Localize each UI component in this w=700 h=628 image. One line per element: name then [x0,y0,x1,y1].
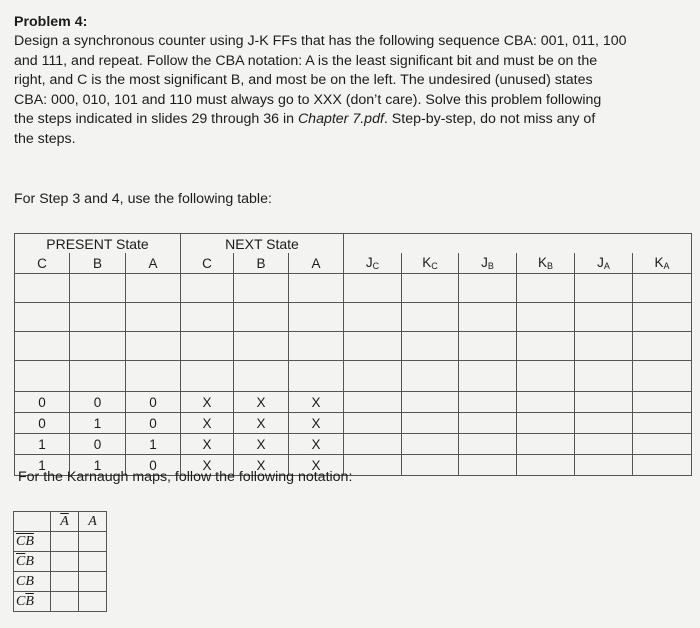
present-state-header: PRESENT State [15,234,181,254]
group-header-row [15,234,692,254]
problem-line: and 111, and repeat. Follow the CBA notation: A is the least significant bit and must be on the [14,52,598,69]
kmap-cell [51,532,79,552]
kmap-corner [14,512,51,532]
kmap-row [14,572,107,592]
col-present-a: A [126,253,181,274]
col-next-c: C [181,253,234,274]
kmap-row-c-b: CB [14,572,51,592]
problem-line: right, and C is the most significant B, and most be on the left. The undesired (unused) states [14,72,593,89]
next-state-header: NEXT State [181,234,344,254]
table-row: 1 0 1 X X X [15,434,692,455]
col-next-b: B [234,253,289,274]
kmap-col-a-bar: $\overline{A}$ [51,512,79,532]
blank-row [15,303,692,332]
col-kc: $K_C$ [402,253,459,274]
col-kb: $K_B$ [517,253,575,274]
kmap-row-c-bbar: $C\overline{B}$ [14,592,51,612]
col-ja: $J_A$ [575,253,633,274]
table-row: 0 0 0 X X X [15,392,692,413]
col-ka: $K_A$ [633,253,692,274]
problem-line: the steps. [14,130,76,147]
col-jc: $J_C$ [344,253,402,274]
col-next-a: A [289,253,344,274]
chapter-reference: Chapter 7.pdf [297,111,384,128]
step-note: For Step 3 and 4, use the following table: [14,191,272,207]
kmap-table [13,511,107,612]
kmap-row-cbar-b: $\overline{C}B$ [14,552,51,572]
problem-line: Design a synchronous counter using J-K FFs that has the following sequence CBA: 001, 011, 100 [14,33,627,49]
kmap-row-cbar-bbar: $\overline{C}\overline{B}$ [14,532,51,552]
blank-row [15,332,692,361]
kmap-header-row [14,512,107,532]
kmap-col-a: A [79,512,107,532]
kmap-row [14,552,107,572]
kmap-row [14,532,107,552]
ff-group-header [344,234,692,254]
kmap-cell [79,532,107,552]
col-jb: $J_B$ [459,253,517,274]
kmap-cell [51,552,79,572]
kmap-row [14,592,107,612]
problem-line-tail: . Step-by-step, do not miss any of [383,111,596,128]
problem-title: Problem 4: [14,14,88,30]
kmap-cell [51,592,79,612]
table-row: 0 1 0 X X X [15,413,692,434]
blank-row [15,274,692,303]
problem-line: the steps indicated in slides 29 through 36 in [14,111,298,128]
col-present-c: C [15,253,70,274]
column-header-row [15,253,692,274]
table-row: 1 1 0 X X X [15,455,692,476]
kmap-cell [51,572,79,592]
state-table [14,233,692,476]
problem-statement [14,32,684,150]
problem-line: CBA: 000, 010, 101 and 110 must always go to XXX (don’t care). Solve this problem following [14,91,602,108]
kmap-cell [79,572,107,592]
kmap-cell [79,592,107,612]
kmap-note: For the Karnaugh maps, follow the following notation: [18,469,353,485]
kmap-cell [79,552,107,572]
blank-row [15,361,692,392]
col-present-b: B [70,253,126,274]
